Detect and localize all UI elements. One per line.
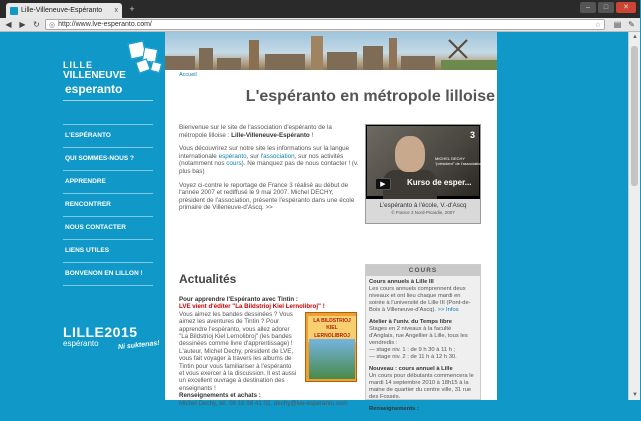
intro-text — [179, 124, 359, 218]
page-viewport — [0, 32, 628, 412]
scroll-up-icon[interactable]: ▲ — [632, 34, 638, 40]
menu-item-liens-utiles[interactable]: LIENS UTILES — [63, 240, 153, 263]
page-menu-icon[interactable]: ▤ — [613, 20, 622, 29]
minimize-icon[interactable]: – — [580, 2, 596, 13]
courses-box — [365, 264, 481, 412]
menu-item-rencontrer[interactable]: RENCONTRER — [63, 194, 153, 217]
course3-body: Un cours pour débutants commencera le mardi 14 septembre 2010 à 18h15 à la maine de quartier du centre ville, 31 rue des Fossés. — [369, 373, 474, 400]
intro-p2: Vous découvrirez sur notre site les informations sur la langue internationale espéranto, sur l'association, sur nos activités (notamment nos cours). Ne manquez pas de nous contacter ! (v. plus bas) — [179, 145, 359, 175]
tab-title: Lille-Villeneuve-Espéranto — [21, 7, 103, 14]
vertical-scrollbar[interactable] — [628, 32, 640, 400]
book-cover-picture — [309, 339, 355, 379]
video-caption-credit: © France 3 Nord-Picardie, 2007 — [391, 210, 455, 215]
wrench-icon[interactable]: ✎ — [628, 20, 635, 29]
video-caption — [366, 199, 480, 223]
menu-item-contact[interactable]: NOUS CONTACTER — [63, 217, 153, 240]
play-icon[interactable]: ▶ — [375, 178, 391, 190]
news-highlight: LVE vient d'éditer "La Bildstrioj Kiel Lernolibroj" ! — [179, 303, 325, 311]
new-tab-button[interactable]: + — [129, 4, 135, 14]
scrollbar-thumb[interactable] — [631, 46, 638, 186]
menu-item-esperanto[interactable]: L'ESPÉRANTO — [63, 124, 153, 148]
forward-icon[interactable]: ▶ — [19, 20, 26, 29]
breadcrumb[interactable]: Accueil — [179, 72, 197, 78]
courses-body — [366, 276, 480, 421]
video-caption-title: L'espéranto à l'école, V.-d'Ascq — [379, 202, 467, 209]
course1-info-link[interactable]: >> Infos — [437, 307, 459, 313]
window-controls — [580, 2, 636, 13]
browser-tabbar — [0, 0, 640, 18]
logo-line2: VILLENEUVE — [63, 70, 126, 81]
address-bar[interactable] — [45, 19, 605, 30]
course4-head: Renseignements : — [369, 406, 419, 412]
news-head: Pour apprendre l'Espéranto avec Tintin : — [179, 296, 298, 303]
page-title: L'espéranto en métropole lilloise — [245, 88, 495, 105]
news-contact: Michel Dechy, tél. 06 16 98 41 02, dechy@lve-esperanto.com — [179, 399, 348, 407]
back-icon[interactable]: ◀ — [5, 20, 12, 29]
video-frame — [367, 126, 483, 196]
menu-item-apprendre[interactable]: APPRENDRE — [63, 171, 153, 194]
browser-toolbar — [0, 18, 640, 32]
news-title: Actualités — [179, 272, 237, 286]
reload-icon[interactable]: ↻ — [33, 20, 40, 29]
news-info-head: Renseignements et achats : — [179, 392, 261, 400]
lille2015-sub: espéranto — [63, 339, 99, 348]
intro-p1: Bienvenue sur le site de l'association d'espéranto de la métropole lilloise : Lille-Villeneuve-Espéranto ! — [179, 124, 332, 139]
close-tab-icon[interactable]: x — [114, 7, 118, 14]
logo-squares-icon — [123, 40, 163, 80]
windmill-icon — [447, 38, 469, 60]
link-association[interactable]: l'association — [260, 152, 295, 160]
lille2015-title: LILLE2015 — [63, 324, 138, 340]
maximize-icon[interactable]: □ — [598, 2, 614, 13]
book-cover-image[interactable] — [305, 312, 357, 382]
window-close-icon[interactable]: ✕ — [616, 2, 636, 13]
logo-divider — [63, 100, 153, 101]
menu-item-bonvenon[interactable]: BONVENON EN LILLON ! — [63, 263, 153, 286]
courses-title: COURS — [366, 265, 480, 276]
france3-logo-icon: 3 — [469, 130, 475, 140]
logo-line1: LILLE — [63, 60, 93, 70]
logo-line3: esperanto — [65, 82, 123, 96]
course1-head: Cours annuels à Lille III — [369, 279, 434, 285]
main-content — [165, 32, 497, 412]
news-item — [179, 296, 359, 407]
book-cover-title: LA BILDSTRIOJ KIEL LERNOLIBROJ — [308, 316, 356, 342]
video-overlay-text: Kurso de esper... — [407, 178, 472, 187]
bookmark-star-icon[interactable]: ☆ — [594, 21, 601, 29]
url-text: http://www.lve-esperanto.com/ — [58, 21, 152, 28]
intro-p3: Voyez ci-contre le reportage de France 3 réalisé au début de l'année 2007 et rediffusé le 9 mai 2007. Michel DECHY, président de l'association, présente l'espéranto dans une école primaire de Villeneuve-d'Ascq. >> — [179, 181, 355, 212]
course2-body: Stages en 2 niveaux à la faculté d'Anglais, rue Angellier à Lille, tous les vendredis : — stage niv. 1 : de 9 h 30 à 11 h ; — stage niv. 2 : de 11 h à 12 h 30. — [369, 326, 468, 360]
scroll-down-icon[interactable]: ▼ — [632, 392, 638, 398]
site-favicon-icon — [10, 7, 18, 15]
video-person-name: MICHEL DECHY "président" de l'association — [435, 156, 483, 166]
menu-item-qui-sommes-nous[interactable]: QUI SOMMES-NOUS ? — [63, 148, 153, 171]
main-menu — [63, 124, 153, 286]
globe-icon: ◎ — [49, 21, 56, 29]
link-esperanto[interactable]: espéranto — [218, 152, 247, 160]
sidebar — [55, 32, 165, 400]
course2-head: Atelier à l'univ. du Temps libre — [369, 319, 452, 325]
header-banner-image — [165, 32, 497, 70]
course3-head: Nouveau : cours annuel à Lille — [369, 366, 453, 372]
news-body: Vous aimez les bandes dessinées ? Vous aimez les aventures de Tintin ? Pour apprendre l'espéranto, vous allez adorer "La Bildstrioj Kiel Lernolibroj" (les bandes dessinées comme livre d'apprentissage) ! L'auteur, Michel Dechy, président de LVE, vous fait voyager à travers les albums de Tintin pour vous familiariser à l'espéranto et vous exercer à la discussion. Il est aussi un excellent ouvrage à destination des enseignants ! — [179, 310, 297, 392]
browser-tab[interactable] — [6, 3, 122, 18]
lille2015-logo[interactable] — [63, 324, 163, 352]
course1-body: Les cours annuels comprennent deux niveaux et ont lieu chaque mardi en soirée à l'université de Lille III (Pont-de-Bois à Villeneuve-d'Ascq). — [369, 286, 471, 313]
lille2015-tag: Ni suktenas! — [117, 339, 160, 352]
link-cours[interactable]: cours — [226, 160, 242, 168]
video-player[interactable] — [365, 124, 481, 224]
